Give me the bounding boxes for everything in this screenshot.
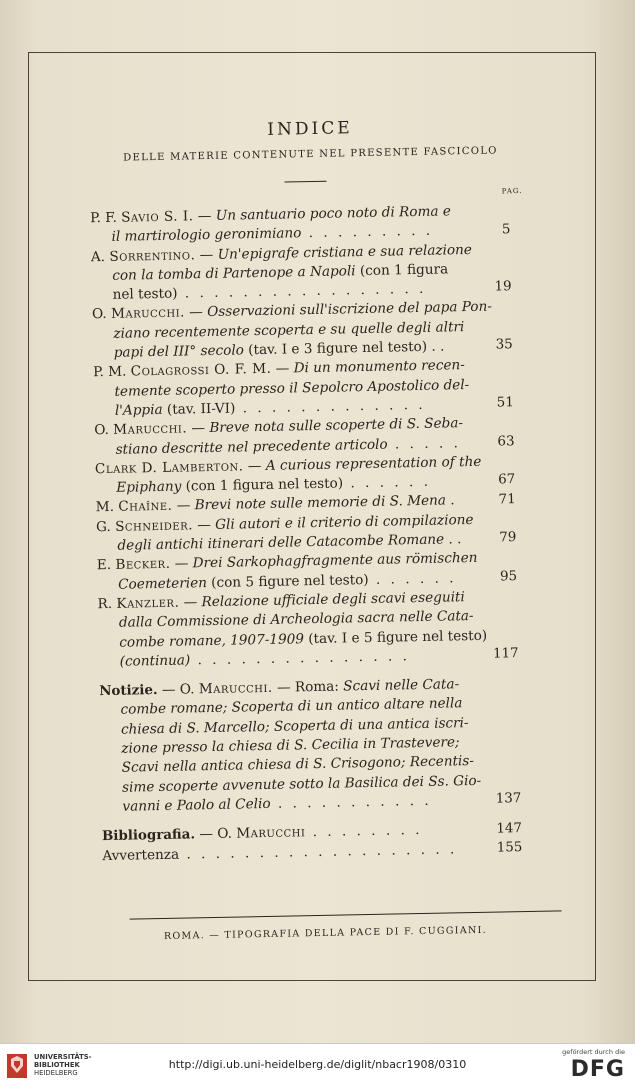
toc-text-segment: P. F. xyxy=(90,209,122,227)
toc-page-number: 35 xyxy=(495,337,513,353)
toc-text-segment: l'Appia xyxy=(114,401,163,419)
index-title: INDICE xyxy=(267,118,353,140)
toc-text-segment: combe romane, 1907-1909 xyxy=(119,630,305,651)
toc-text-segment: (con 1 figura nel testo) xyxy=(181,475,344,495)
toc-text-segment: (tav. I e 3 figure nel testo) . . xyxy=(243,338,445,359)
toc-text-segment: . . xyxy=(443,531,462,548)
toc-text-segment: con la tomba di Partenope a Napoli xyxy=(112,263,356,284)
toc-page-number: 19 xyxy=(494,279,512,295)
toc-text-segment: . . . . . . . . . . . xyxy=(270,792,432,812)
toc-text-segment: sime scoperte avvenute sotto la Basilica dei Ss. Gio- xyxy=(121,772,482,796)
toc-text-segment: . . . . . . xyxy=(342,473,432,492)
toc-text-segment: P. M. xyxy=(92,363,131,381)
toc-text-segment: Scavi nella antica chiesa di S. Crisogono; Recentis- xyxy=(121,753,475,777)
toc-text-segment: temente scoperto presso il Sepolcro Apostolico del- xyxy=(114,376,470,400)
toc-text-segment: M. xyxy=(95,499,119,516)
toc-text-segment: Avvertenza xyxy=(102,846,180,864)
toc-entry[interactable] xyxy=(93,356,514,422)
toc-entry[interactable] xyxy=(97,587,518,672)
toc-text-segment: — O. xyxy=(194,825,237,843)
toc-text-segment: Colagrossi O. F. M. xyxy=(130,361,272,380)
toc-text-segment: nel testo) xyxy=(112,285,178,304)
toc-text-segment: Becker. xyxy=(115,556,171,574)
toc-text-segment: — Roma: xyxy=(272,678,344,696)
toc-text-segment: Brevi note sulle memorie di S. Mena xyxy=(194,492,447,514)
toc-text-segment: (con 1 figura xyxy=(355,261,449,280)
toc-text-segment: . xyxy=(445,492,455,509)
toc-text-segment: . . . . . . . . xyxy=(305,822,423,841)
toc-text-segment: R. xyxy=(97,595,117,613)
toc-text-segment: stiano descritte nel precedente articolo xyxy=(115,436,388,458)
toc-page-number: 79 xyxy=(499,530,517,546)
toc-text-segment: Sorrentino. xyxy=(109,246,196,265)
toc-text-segment: . . . . . . . . . . . . . . . xyxy=(190,648,411,669)
footer-rule xyxy=(130,910,562,919)
toc-text-segment: O. xyxy=(94,422,114,439)
toc-text-segment: zione presso la chiesa di S. Cecilia in Trastevere; xyxy=(121,734,460,757)
toc-text-segment: Marucchi. xyxy=(113,420,188,439)
toc-text-segment: vanni e Paolo al Celio xyxy=(122,795,271,815)
toc-text-segment: — xyxy=(195,246,218,263)
toc-text-segment: Schneider. xyxy=(114,517,194,535)
toc-text-segment: Un santuario poco noto di Roma e xyxy=(215,203,452,224)
toc-text-segment: Chaîne. xyxy=(118,498,173,516)
toc-text-segment: . . . . . . xyxy=(368,569,457,588)
viewer-footer-bar xyxy=(0,1043,635,1089)
table-of-contents xyxy=(90,201,523,866)
toc-text-segment: A. xyxy=(90,248,110,265)
toc-text-segment: A curious representation of the xyxy=(265,453,482,474)
funding-note: gefördert durch die xyxy=(562,1048,625,1056)
toc-text-segment: (tav. II-VI) xyxy=(162,400,236,418)
toc-text-segment: . . . . . . . . . . . . . . . . . xyxy=(177,281,427,302)
toc-text-segment: — xyxy=(192,516,216,534)
index-subtitle: DELLE MATERIE CONTENUTE NEL PRESENTE FASCICOLO xyxy=(123,145,498,164)
toc-page-number: 51 xyxy=(496,395,514,411)
toc-text-segment: — xyxy=(184,304,208,321)
toc-text-segment: Drei Sarkophagfragmente aus römischen xyxy=(192,550,478,572)
toc-text-segment: . . . . . . . . . . . . . . . . . . . xyxy=(178,840,458,863)
toc-text-segment: dalla Commissione di Archeologia sacra nelle Cata- xyxy=(118,608,474,632)
toc-text-segment: Relazione ufficiale degli scavi eseguiti xyxy=(201,589,465,611)
toc-entry[interactable] xyxy=(92,298,513,364)
toc-text-segment: Bibliografia. xyxy=(101,826,196,845)
toc-page-number: 137 xyxy=(495,791,522,807)
toc-text-segment: Di un monumento recen- xyxy=(293,357,465,377)
toc-text-segment: Clark D. Lamberton. xyxy=(94,458,244,478)
toc-text-segment: . . . . . . . . . xyxy=(301,222,434,242)
toc-text-segment: ziano recentemente scoperta e su quelle degli altri xyxy=(113,318,465,342)
toc-text-segment: Marucchi. xyxy=(198,679,273,698)
toc-text-segment: . . . . . . . . . . . . . xyxy=(235,396,426,417)
toc-text-segment: Un'epigrafe cristiana e sua relazione xyxy=(217,241,473,263)
toc-text-segment: Epiphany xyxy=(116,478,182,496)
toc-page-number: 117 xyxy=(492,646,519,662)
toc-text-segment: — xyxy=(170,555,193,573)
toc-text-segment: — xyxy=(172,497,195,515)
toc-text-segment: Breve nota sulle scoperte di S. Seba- xyxy=(209,415,464,437)
toc-entry[interactable] xyxy=(91,240,512,306)
toc-text-segment: . . . . . xyxy=(387,434,461,453)
toc-text-segment: G. xyxy=(95,518,116,535)
toc-text-segment: combe romane; Scoperta di un antico altare nella xyxy=(120,695,463,719)
toc-text-segment: Marucchi. xyxy=(110,304,186,323)
toc-text-segment: Savio S. I. xyxy=(121,208,194,226)
toc-text-segment: — xyxy=(243,457,266,475)
toc-page-number: 71 xyxy=(498,491,516,508)
toc-text-segment: — xyxy=(271,360,294,378)
printer-imprint: ROMA. — TIPOGRAFIA DELLA PACE DI F. CUGGIANI. xyxy=(163,924,488,942)
toc-page-number: 95 xyxy=(499,569,518,585)
title-divider xyxy=(284,181,326,183)
toc-text-segment: (continua) xyxy=(119,652,191,670)
toc-text-segment: Osservazioni sull'iscrizione del papa Pon- xyxy=(206,299,493,321)
toc-text-segment: (con 5 figure nel testo) xyxy=(206,571,369,591)
toc-text-segment: degli antichi itinerari delle Catacombe Romane xyxy=(117,531,445,554)
toc-page-number: 147 xyxy=(496,820,523,837)
dfg-logo[interactable]: DFG xyxy=(570,1057,625,1082)
toc-text-segment: O. xyxy=(91,306,112,323)
toc-entry[interactable] xyxy=(99,674,522,817)
library-name-line2: BIBLIOTHEK xyxy=(34,1061,80,1070)
toc-text-segment: — O. xyxy=(157,681,199,699)
toc-text-segment: (tav. I e 5 figure nel testo) xyxy=(303,627,488,647)
toc-text-segment: chiesa di S. Marcello; Scoperta di una antica iscri- xyxy=(120,714,469,738)
toc-text-segment: Notizie. xyxy=(99,682,158,700)
toc-text-segment: Marucchi xyxy=(236,824,306,842)
toc-text-segment: — xyxy=(186,420,210,437)
page-column-label: PAG. xyxy=(501,186,523,196)
toc-page-number: 155 xyxy=(496,839,523,856)
toc-page-number: 63 xyxy=(497,434,515,450)
toc-text-segment: Coemeterien xyxy=(118,574,208,593)
toc-text-segment: Kanzler. xyxy=(116,594,180,612)
toc-page-number: 67 xyxy=(498,472,516,488)
library-name-line3: HEIDELBERG xyxy=(34,1069,78,1078)
toc-text-segment: papi del III° secolo xyxy=(113,342,245,361)
toc-page-number: 5 xyxy=(501,221,511,237)
library-name-line1: UNIVERSITÄTS- xyxy=(34,1053,92,1061)
toc-text-segment: il martirologio geronimiano xyxy=(111,225,302,246)
toc-text-segment: — xyxy=(179,594,202,611)
toc-text-segment: E. xyxy=(96,557,116,574)
toc-text-segment: — xyxy=(193,207,216,225)
toc-text-segment: Gli autori e il criterio di compilazione xyxy=(215,511,474,533)
toc-text-segment: Scavi nelle Cata- xyxy=(343,676,460,695)
permalink-url[interactable]: http://digi.ub.uni-heidelberg.de/diglit/nbacr1908/0310 xyxy=(168,1058,467,1071)
